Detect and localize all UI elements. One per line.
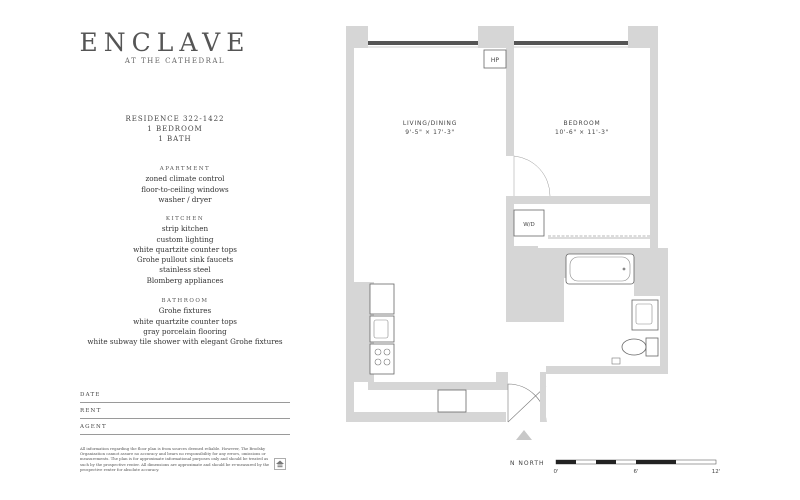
residence-bedrooms: 1 BEDROOM [147,125,203,133]
wd-label: W/D [523,222,535,228]
kitchen-sink [374,320,388,338]
feature-item: washer / dryer [158,194,212,204]
bath-sink [636,304,652,324]
scale-bar [556,460,716,464]
agent-label: AGENT [80,424,107,430]
feature-item: zoned climate control [145,174,225,184]
feature-item: gray porcelain flooring [143,326,227,336]
hp-label: HP [490,57,500,64]
scale-label-12: 12' [711,469,721,475]
feature-item: custom lighting [156,234,214,244]
drain-icon [623,268,626,271]
disclaimer: All information regarding the floor plan is from sources deemed reliable. However, The Brodsky Organization cannot assure no accuracy and bears no responsibility for any errors, omissions or measurements. The plan is for approximate informational purposes only and should be treated as such by the prospective renter. All dimensions are approximate and should be re-measured by the prospective renter for absolute accuracy. [80,446,270,472]
kitchen-title: KITCHEN [165,216,205,222]
feature-item: stainless steel [159,265,211,275]
apartment-title: APARTMENT [159,166,211,172]
toilet-tank [646,338,658,356]
feature-item: white quartzite counter tops [133,244,237,254]
toilet-bowl [622,339,646,355]
scale-label-0: 0' [553,469,559,475]
scale-label-6: 6' [633,469,639,475]
room-name-bedroom: BEDROOM [563,120,601,127]
feature-item: strip kitchen [161,224,209,234]
feature-item: Blomberg appliances [146,275,224,285]
feature-item: Grohe pullout sink faucets [136,255,234,265]
north-indicator: N NORTH [510,460,545,467]
feature-item: white subway tile shower with elegant Grohe fixtures [87,337,283,347]
room-name-living: LIVING/DINING [402,120,458,127]
feature-item: Grohe fixtures [158,306,212,316]
toilet-paper [612,358,620,364]
date-label: DATE [80,392,101,398]
bedroom-door-swing [514,156,550,196]
residence-baths: 1 BATH [158,135,192,143]
room-dims-living: 9'-5" × 17'-3" [405,129,455,136]
cooktop [370,344,394,374]
bathtub-basin [570,257,630,281]
refrigerator [370,284,394,314]
brand-subtitle: AT THE CATHEDRAL [124,57,226,65]
entry-arrow-icon [516,430,532,440]
door-wall [540,372,546,422]
rent-label: RENT [80,408,102,414]
brand-name: ENCLAVE [79,28,251,57]
residence-number: RESIDENCE 322-1422 [125,115,225,123]
room-dims-bedroom: 10'-6" × 11'-3" [555,129,609,136]
dishwasher [438,390,466,412]
feature-item: floor-to-ceiling windows [141,184,229,194]
feature-item: white quartzite counter tops [133,316,237,326]
bathroom-title: BATHROOM [161,298,209,304]
